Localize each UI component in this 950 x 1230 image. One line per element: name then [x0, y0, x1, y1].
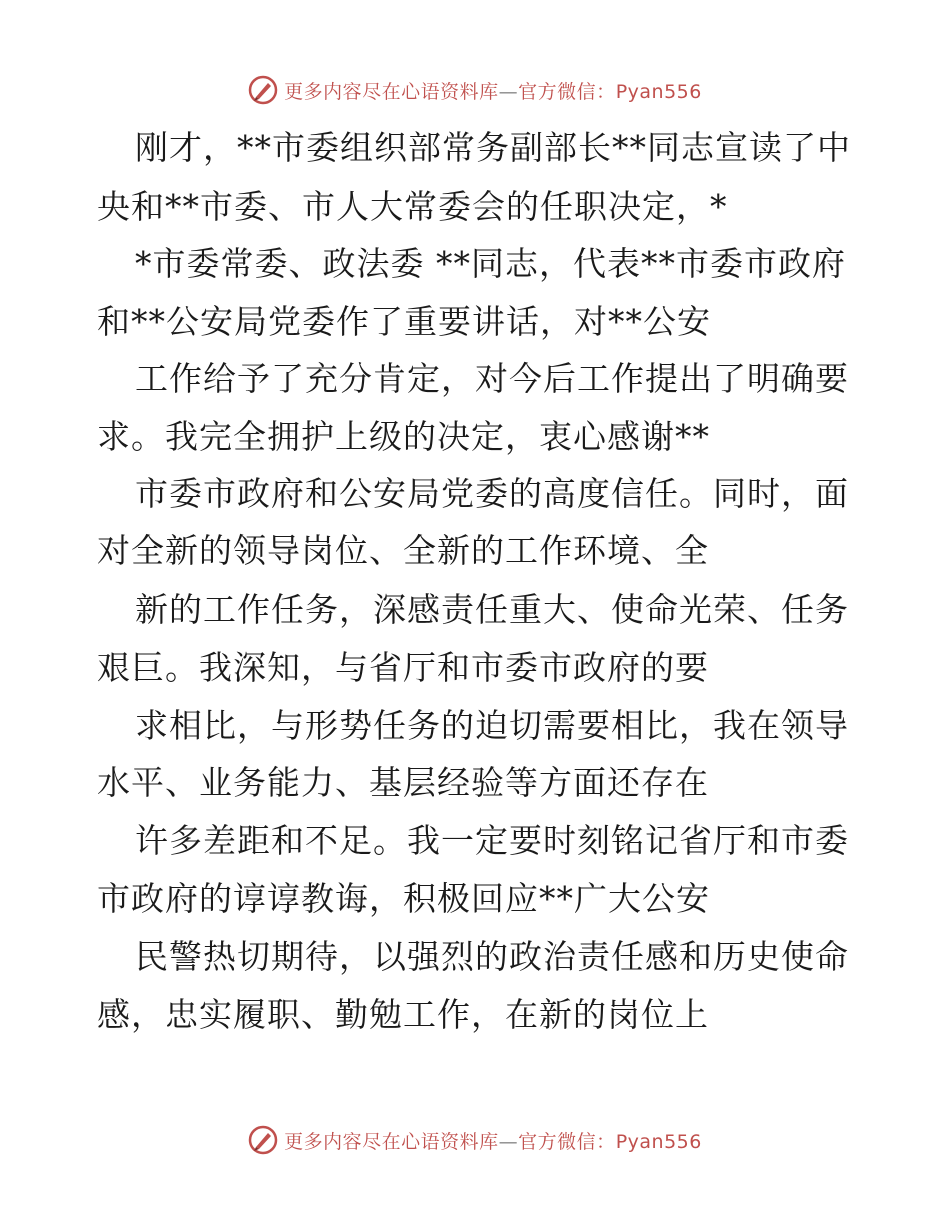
header-banner [0, 70, 950, 110]
quill-pen-logo-icon [248, 75, 278, 105]
paragraph-line: 刚才，**市委组织部常务副部长**同志宣读了中 [135, 128, 851, 167]
paragraph-line: 求相比，与形势任务的迫切需要相比，我在领导 [135, 706, 849, 745]
paragraph-line: 工作给予了充分肯定，对今后工作提出了明确要 [135, 359, 849, 398]
footer-banner-text: 更多内容尽在心语资料库—官方微信：Pyan556 [284, 1130, 702, 1153]
paragraph-line: 许多差距和不足。我一定要时刻铭记省厅和市委 [135, 821, 849, 860]
paragraph-line: 求。我完全拥护上级的决定，衷心感谢** [97, 417, 710, 456]
paragraph-line: 央和**市委、市人大常委会的任职决定，* [97, 187, 728, 226]
paragraph-line: 新的工作任务，深感责任重大、使命光荣、任务 [135, 590, 849, 629]
paragraph-line: 感，忠实履职、勤勉工作，在新的岗位上 [97, 995, 709, 1034]
paragraph-line: 市委市政府和公安局党委的高度信任。同时，面 [135, 474, 849, 513]
paragraph-line: 市政府的谆谆教诲，积极回应**广大公安 [97, 879, 710, 918]
header-banner-text: 更多内容尽在心语资料库—官方微信：Pyan556 [284, 80, 702, 103]
footer-banner [0, 1120, 950, 1160]
paragraph-line: 和**公安局党委作了重要讲话，对**公安 [97, 302, 711, 341]
quill-pen-logo-icon [248, 1125, 278, 1155]
paragraph-line: 对全新的领导岗位、全新的工作环境、全 [97, 531, 709, 570]
paragraph-line: 艰巨。我深知，与省厅和市委市政府的要 [97, 648, 709, 687]
paragraph-line: 民警热切期待，以强烈的政治责任感和历史使命 [135, 937, 849, 976]
paragraph-line: 水平、业务能力、基层经验等方面还存在 [97, 763, 709, 802]
paragraph-line: *市委常委、政法委 **同志，代表**市委市政府 [135, 244, 846, 283]
